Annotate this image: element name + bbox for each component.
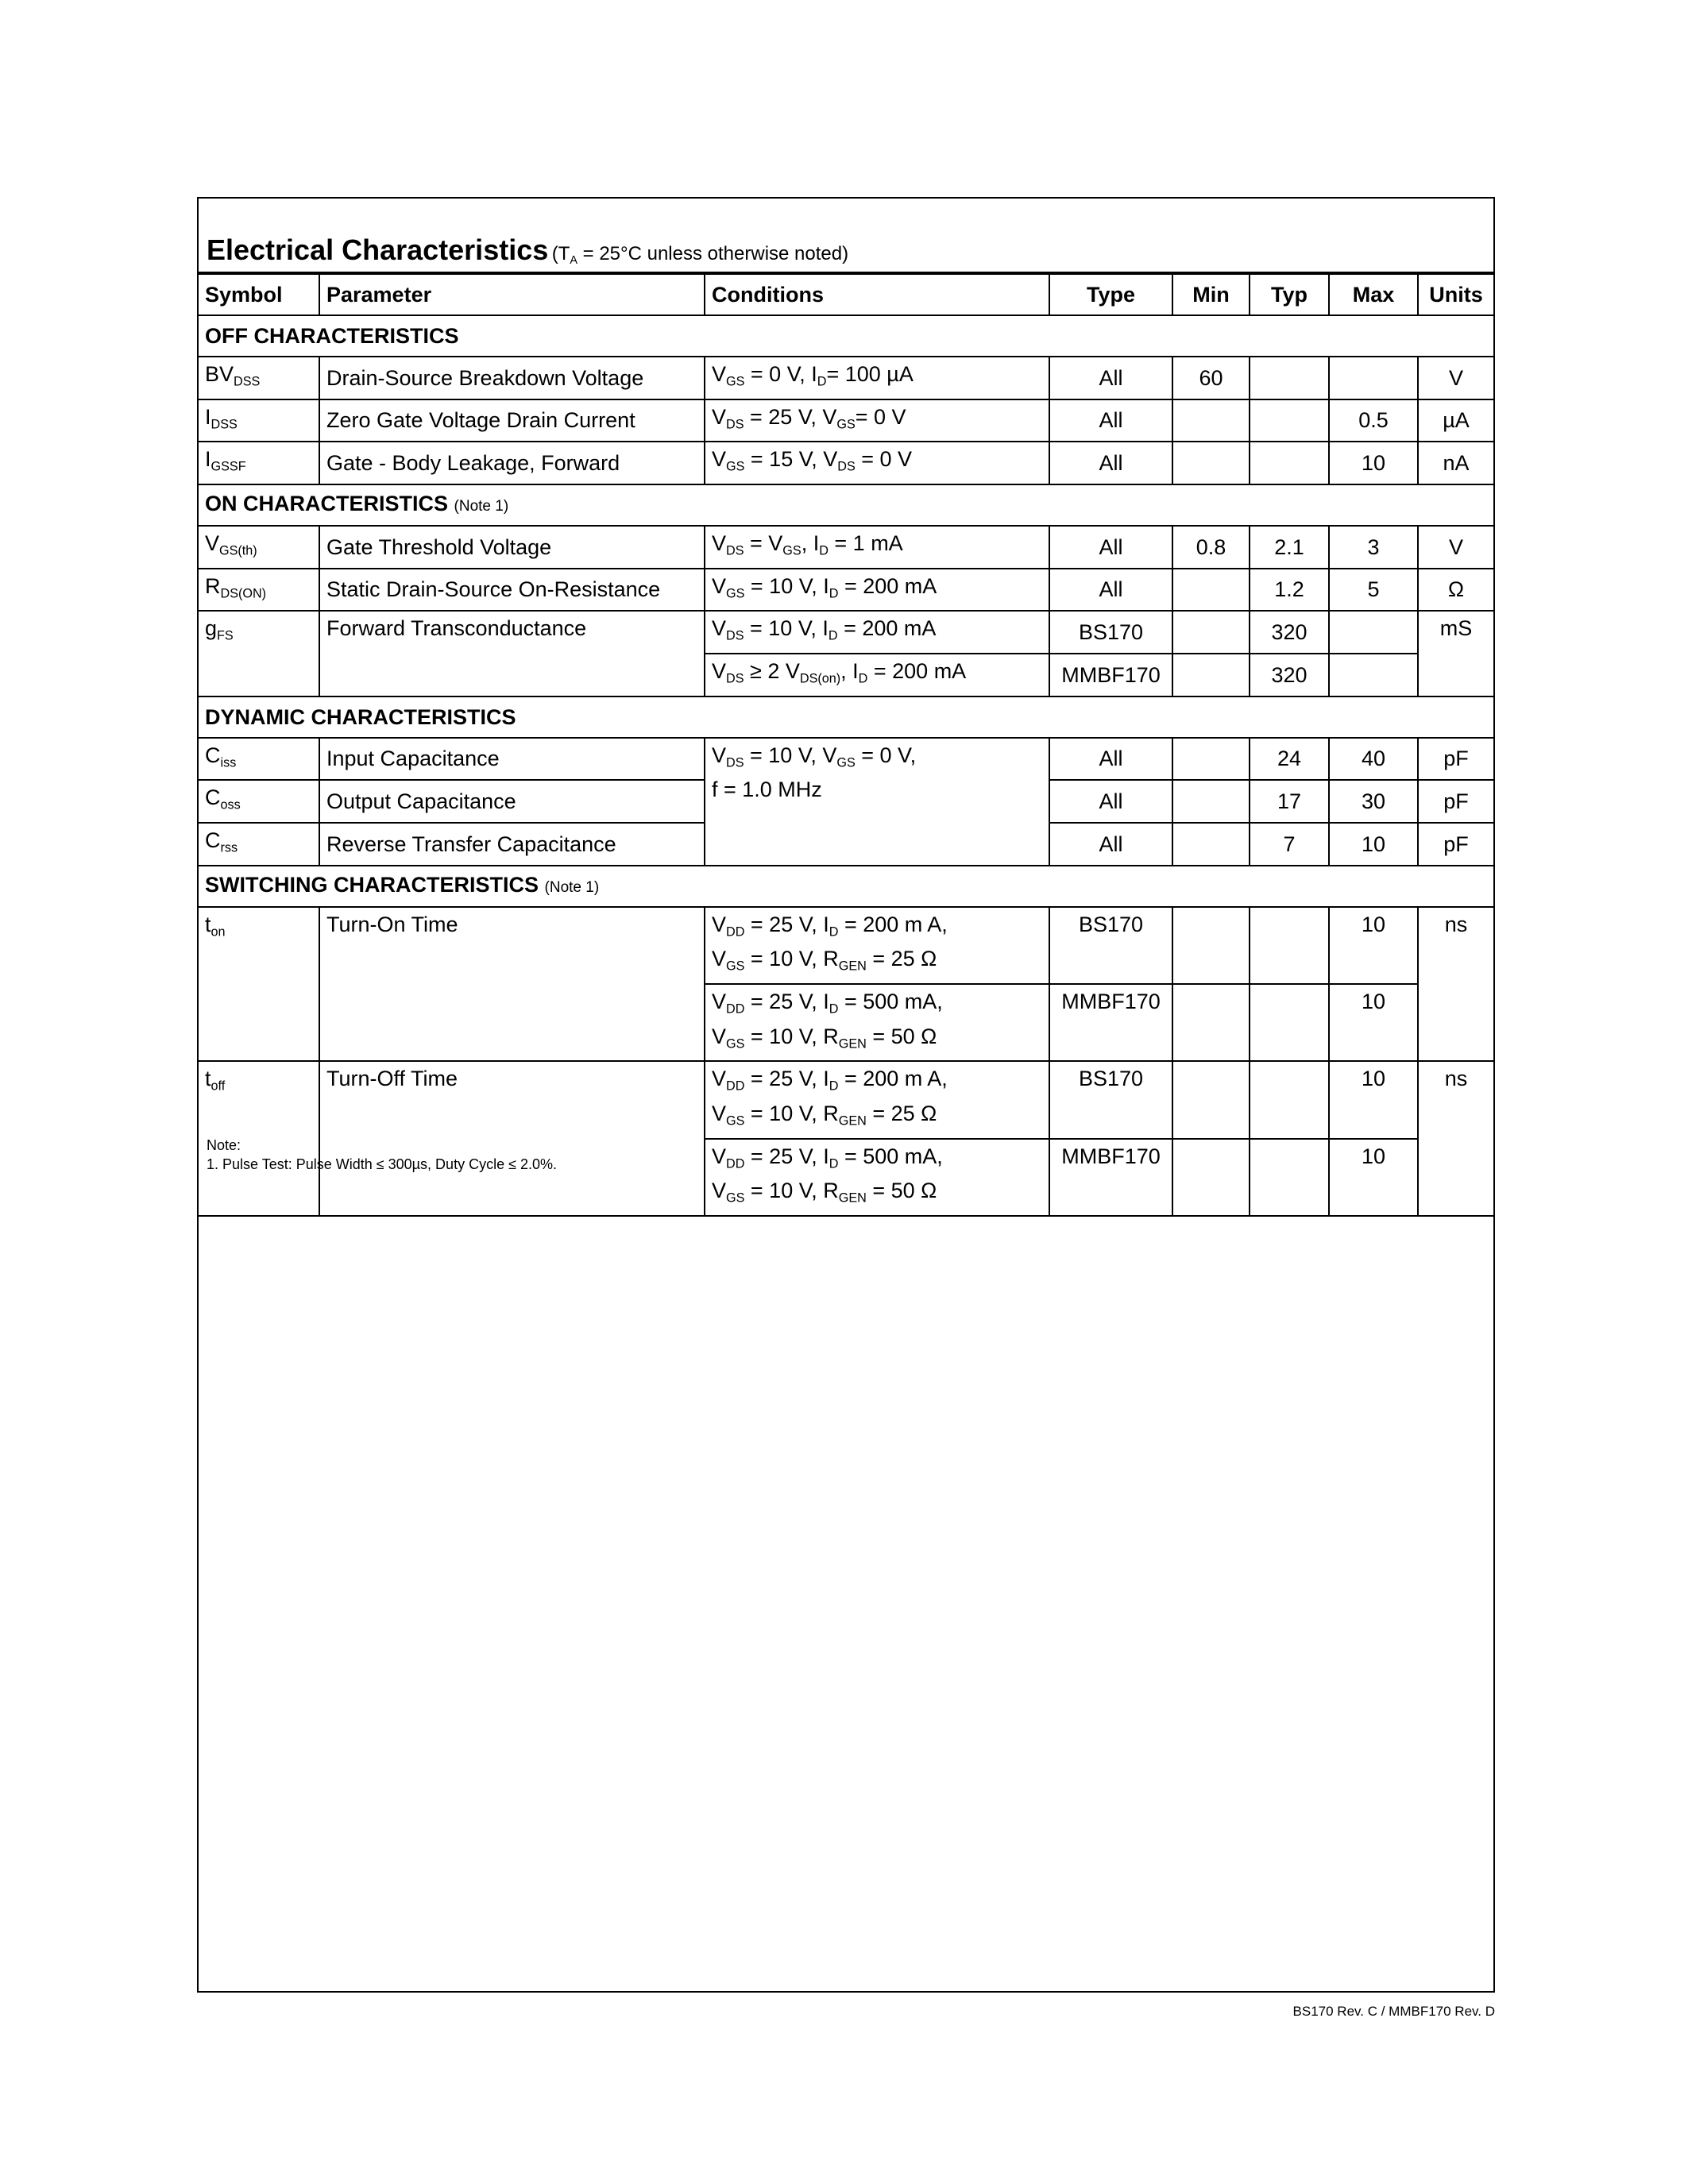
parameter-cell: Turn-Off Time: [319, 1061, 705, 1216]
symbol-cell: $g_{FS}$: [199, 611, 319, 696]
symbol-cell: $t_{on}$: [199, 907, 319, 1062]
symbol-cell: $BV_{DSS}$: [199, 357, 319, 399]
symbol-cell: $I_{DSS}$: [199, 399, 319, 442]
units-cell: V: [1418, 526, 1493, 569]
footer-revision: BS170 Rev. C / MMBF170 Rev. D: [1292, 2004, 1495, 2019]
parameter-cell: Turn-On Time: [319, 907, 705, 1062]
typ-cell: [1250, 984, 1329, 1061]
typ-cell: 1.2: [1250, 569, 1329, 612]
symbol-cell: $C_{rss}$: [199, 823, 319, 866]
electrical-characteristics-table: [199, 273, 1493, 1217]
type-cell: All: [1049, 823, 1172, 866]
section-row: [199, 315, 1493, 357]
parameter-cell: Gate - Body Leakage, Forward: [319, 442, 705, 484]
max-cell: 5: [1329, 569, 1418, 612]
typ-cell: [1250, 399, 1329, 442]
units-cell: µA: [1418, 399, 1493, 442]
min-cell: [1172, 907, 1250, 984]
min-cell: 60: [1172, 357, 1250, 399]
units-cell: mS: [1418, 611, 1493, 696]
section-off: OFF CHARACTERISTICS: [199, 315, 1493, 357]
conditions-cell: $V_{DD} = 25$ V, $I_D = 500$ mA, $V_{GS} = 10$ V, $R_{GEN} = 50$ Ω: [705, 984, 1049, 1061]
type-cell: BS170: [1049, 907, 1172, 984]
max-cell: [1329, 611, 1418, 654]
typ-cell: [1250, 907, 1329, 984]
typ-cell: [1250, 1061, 1329, 1138]
header-typ: Typ: [1250, 274, 1329, 315]
units-cell: ns: [1418, 1061, 1493, 1216]
min-cell: [1172, 984, 1250, 1061]
min-cell: 0.8: [1172, 526, 1250, 569]
header-max: Max: [1329, 274, 1418, 315]
conditions-cell: $V_{DS} = 25$ V, $V_{GS}= 0$ V: [705, 399, 1049, 442]
parameter-cell: Drain-Source Breakdown Voltage: [319, 357, 705, 399]
min-cell: [1172, 654, 1250, 696]
units-cell: V: [1418, 357, 1493, 399]
max-cell: 40: [1329, 738, 1418, 781]
type-cell: All: [1049, 442, 1172, 484]
min-cell: [1172, 780, 1250, 823]
max-cell: 10: [1329, 907, 1418, 984]
type-cell: All: [1049, 569, 1172, 612]
conditions-cell: $V_{DD} = 25$ V, $I_D = 200$ m A, $V_{GS} = 10$ V, $R_{GEN} = 25$ Ω: [705, 907, 1049, 984]
typ-cell: 2.1: [1250, 526, 1329, 569]
type-cell: MMBF170: [1049, 654, 1172, 696]
header-units: Units: [1418, 274, 1493, 315]
max-cell: 10: [1329, 442, 1418, 484]
title-conditions: ($T_A = 25^\circ C$ unless otherwise noted): [551, 242, 849, 267]
units-cell: pF: [1418, 823, 1493, 866]
conditions-cell: $V_{DS} = 10$ V, $I_D = 200$ mA: [705, 611, 1049, 654]
parameter-cell: Reverse Transfer Capacitance: [319, 823, 705, 866]
parameter-cell: Forward Transconductance: [319, 611, 705, 696]
max-cell: 10: [1329, 1061, 1418, 1138]
conditions-cell: $V_{GS} = 15$ V, $V_{DS} = 0$ V: [705, 442, 1049, 484]
table-row: [199, 738, 1493, 781]
section-row: [199, 866, 1493, 907]
max-cell: [1329, 654, 1418, 696]
max-cell: 3: [1329, 526, 1418, 569]
table-row: [199, 611, 1493, 654]
parameter-cell: Zero Gate Voltage Drain Current: [319, 399, 705, 442]
min-cell: [1172, 611, 1250, 654]
section-on: ON CHARACTERISTICS (Note 1): [199, 484, 1493, 526]
type-cell: All: [1049, 526, 1172, 569]
typ-cell: 320: [1250, 611, 1329, 654]
header-symbol: Symbol: [199, 274, 319, 315]
type-cell: MMBF170: [1049, 1139, 1172, 1216]
conditions-cell: $V_{GS} = 0$ V, $I_D= 100$ µA: [705, 357, 1049, 399]
type-cell: All: [1049, 399, 1172, 442]
min-cell: [1172, 823, 1250, 866]
type-cell: BS170: [1049, 611, 1172, 654]
typ-cell: [1250, 357, 1329, 399]
min-cell: [1172, 569, 1250, 612]
section-switching: SWITCHING CHARACTERISTICS (Note 1): [199, 866, 1493, 907]
header-parameter: Parameter: [319, 274, 705, 315]
symbol-cell: $C_{iss}$: [199, 738, 319, 781]
table-row: [199, 442, 1493, 484]
units-cell: Ω: [1418, 569, 1493, 612]
header-min: Min: [1172, 274, 1250, 315]
typ-cell: [1250, 442, 1329, 484]
datasheet-frame: [197, 197, 1495, 1993]
table-row: [199, 399, 1493, 442]
conditions-cell: $V_{GS} = 10$ V, $I_D = 200$ mA: [705, 569, 1049, 612]
note-1: 1. Pulse Test: Pulse Width ≤ 300µs, Duty Cycle ≤ 2.0%.: [207, 1156, 557, 1172]
units-cell: pF: [1418, 780, 1493, 823]
conditions-cell: $V_{DS} = V_{GS}$, $I_D = 1$ mA: [705, 526, 1049, 569]
units-cell: pF: [1418, 738, 1493, 781]
notes-label: Note:: [207, 1137, 241, 1153]
typ-cell: 24: [1250, 738, 1329, 781]
conditions-cell: $V_{DS} \ge 2$ $V_{DS(on)}$, $I_D = 200$ mA: [705, 654, 1049, 696]
conditions-cell: $V_{DD} = 25$ V, $I_D = 200$ m A, $V_{GS} = 10$ V, $R_{GEN} = 25$ Ω: [705, 1061, 1049, 1138]
header-type: Type: [1049, 274, 1172, 315]
parameter-cell: Gate Threshold Voltage: [319, 526, 705, 569]
section-dynamic: DYNAMIC CHARACTERISTICS: [199, 696, 1493, 738]
symbol-cell: $I_{GSSF}$: [199, 442, 319, 484]
typ-cell: 7: [1250, 823, 1329, 866]
conditions-cell: $V_{DD} = 25$ V, $I_D = 500$ mA, $V_{GS} = 10$ V, $R_{GEN} = 50$ Ω: [705, 1139, 1049, 1216]
title-bar: [199, 199, 1493, 273]
section-row: [199, 484, 1493, 526]
min-cell: [1172, 1061, 1250, 1138]
typ-cell: 17: [1250, 780, 1329, 823]
units-cell: ns: [1418, 907, 1493, 1062]
type-cell: All: [1049, 738, 1172, 781]
type-cell: All: [1049, 780, 1172, 823]
header-conditions: Conditions: [705, 274, 1049, 315]
type-cell: MMBF170: [1049, 984, 1172, 1061]
parameter-cell: Output Capacitance: [319, 780, 705, 823]
max-cell: 10: [1329, 1139, 1418, 1216]
type-cell: BS170: [1049, 1061, 1172, 1138]
max-cell: [1329, 357, 1418, 399]
header-row: [199, 274, 1493, 315]
min-cell: [1172, 1139, 1250, 1216]
symbol-cell: $C_{oss}$: [199, 780, 319, 823]
max-cell: 10: [1329, 984, 1418, 1061]
parameter-cell: Input Capacitance: [319, 738, 705, 781]
table-row: [199, 569, 1493, 612]
page-title: Electrical Characteristics ($T_A = 25^\circ C$ unless otherwise noted): [207, 233, 849, 267]
min-cell: [1172, 399, 1250, 442]
section-row: [199, 696, 1493, 738]
min-cell: [1172, 442, 1250, 484]
min-cell: [1172, 738, 1250, 781]
max-cell: 0.5: [1329, 399, 1418, 442]
type-cell: All: [1049, 357, 1172, 399]
symbol-cell: $V_{GS(th)}$: [199, 526, 319, 569]
max-cell: 10: [1329, 823, 1418, 866]
table-row: [199, 1061, 1493, 1138]
max-cell: 30: [1329, 780, 1418, 823]
table-row: [199, 907, 1493, 984]
notes: [207, 1136, 557, 1174]
table-row: [199, 526, 1493, 569]
symbol-cell: $R_{DS(ON)}$: [199, 569, 319, 612]
typ-cell: [1250, 1139, 1329, 1216]
table-row: [199, 357, 1493, 399]
typ-cell: 320: [1250, 654, 1329, 696]
symbol-cell: $t_{off}$: [199, 1061, 319, 1216]
units-cell: nA: [1418, 442, 1493, 484]
parameter-cell: Static Drain-Source On-Resistance: [319, 569, 705, 612]
conditions-cell: $V_{DS} = 10$ V, $V_{GS} = 0$ V, f = 1.0 MHz: [705, 738, 1049, 866]
